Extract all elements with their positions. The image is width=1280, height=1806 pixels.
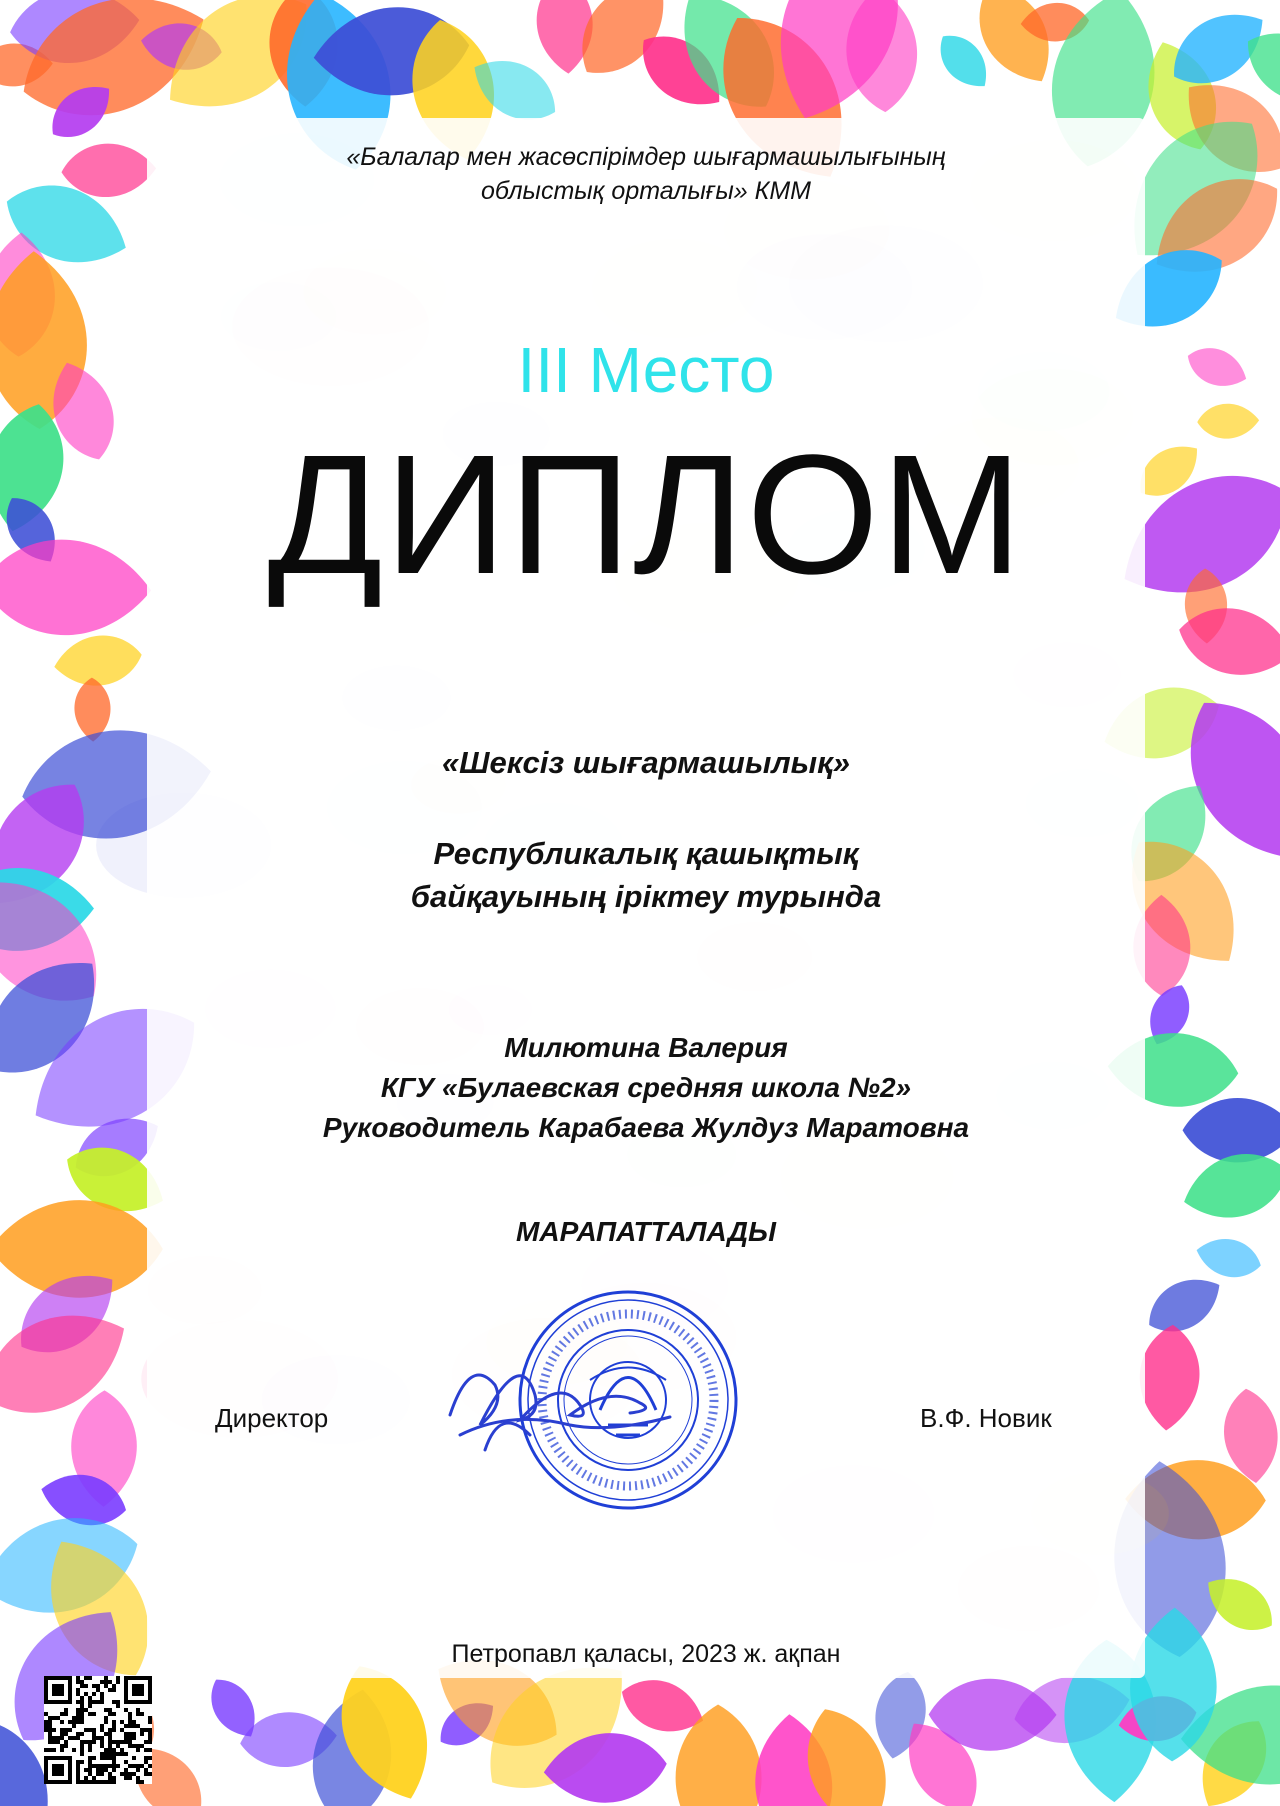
decorative-petal — [1138, 1265, 1231, 1345]
official-seal-and-signature — [440, 1285, 760, 1515]
city-date-footer: Петропавл қаласы, 2023 ж. ақпан — [451, 1640, 841, 1668]
decorative-petal — [1182, 1098, 1280, 1163]
award-text: МАРАПАТТАЛАДЫ — [516, 1216, 776, 1247]
diploma-title: ДИПЛОМ — [267, 420, 1025, 610]
organization-header — [147, 140, 1145, 208]
decorative-petal — [1181, 339, 1252, 395]
participant-block — [147, 1028, 1145, 1148]
signatory-role: Директор — [215, 1403, 329, 1433]
contest-description-line-1: Республикалық қашықтық — [433, 836, 859, 871]
organization-line-2: облыстық орталығы» КММ — [481, 177, 811, 205]
decorative-petal — [1136, 1323, 1202, 1433]
decorative-petal — [0, 537, 153, 638]
decorative-petal — [1197, 403, 1260, 440]
qr-code — [44, 1676, 152, 1784]
participant-school: КГУ «Булаевская средняя школа №2» — [380, 1072, 912, 1103]
contest-description — [147, 832, 1145, 918]
contest-name: «Шексіз шығармашылық» — [441, 745, 851, 780]
decorative-petal — [1192, 1232, 1265, 1284]
contest-description-line-2: байқауының іріктеу турында — [410, 879, 882, 914]
place-label: III Место — [517, 334, 775, 406]
organization-line-1: «Балалар мен жасөспірімдер шығармашылығының — [346, 143, 946, 171]
participant-leader: Руководитель Карабаева Жулдуз Маратовна — [322, 1112, 970, 1143]
signatory-name: В.Ф. Новик — [920, 1403, 1052, 1433]
participant-name: Милютина Валерия — [504, 1032, 788, 1063]
decorative-petal — [843, 0, 921, 114]
